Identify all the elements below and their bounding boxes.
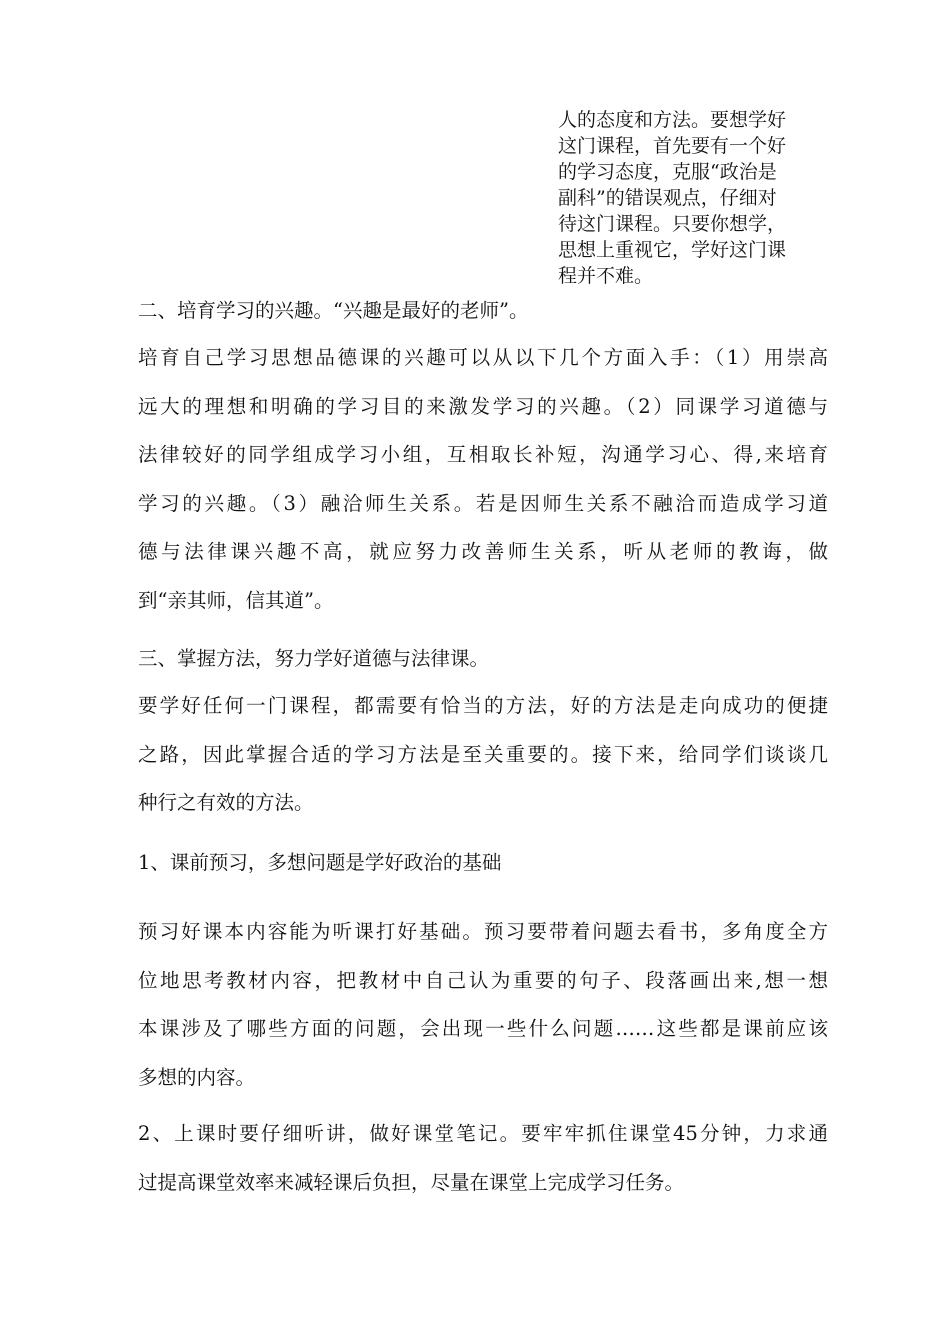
paragraph-line: 位地思考教材内容，把教材中自己认为重要的句子、段落画出来,想一想 bbox=[138, 968, 828, 992]
sidebar-line: 思想上重视它，学好这门课 bbox=[558, 239, 787, 261]
paragraph-line: 德与法律课兴趣不高，就应努力改善师生关系，听从老师的教诲，做 bbox=[138, 540, 828, 563]
paragraph-line: 要学好任何一门课程，都需要有恰当的方法，好的方法是走向成功的便捷 bbox=[138, 694, 828, 717]
item-heading-preview: 1、课前预习，多想问题是学好政治的基础 bbox=[138, 851, 502, 874]
paragraph-line: 预习好课本内容能为听课打好基础。预习要带着问题去看书，多角度全方 bbox=[138, 920, 828, 943]
paragraph-class-notes bbox=[138, 1110, 828, 1207]
sidebar-line: 这门课程，首先要有一个好 bbox=[558, 135, 787, 157]
paragraph-line: 多想的内容。 bbox=[138, 1065, 256, 1089]
sidebar-line: 副科”的错误观点，仔细对 bbox=[558, 187, 777, 209]
paragraph-line: 学习的兴趣。（3）融洽师生关系。若是因师生关系不融洽而造成学习道 bbox=[138, 491, 828, 515]
section-heading-interest: 二、培育学习的兴趣。“兴趣是最好的老师”。 bbox=[138, 299, 529, 322]
sidebar-line: 程并不难。 bbox=[558, 265, 654, 287]
paragraph-line: 过提高课堂效率来减轻课后负担，尽量在课堂上完成学习任务。 bbox=[138, 1170, 685, 1194]
paragraph-line: 2、上课时要仔细听讲，做好课堂笔记。要牢牢抓住课堂45分钟，力求通 bbox=[138, 1122, 828, 1145]
sidebar-line: 人的态度和方法。要想学好 bbox=[558, 109, 787, 131]
paragraph-line: 远大的理想和明确的学习目的来激发学习的兴趣。（2）同课学习道德与 bbox=[138, 394, 828, 418]
paragraph-line: 到“亲其师，信其道”。 bbox=[138, 588, 334, 612]
paragraph-interest bbox=[138, 334, 828, 625]
paragraph-preview bbox=[138, 908, 828, 1102]
section-heading-method: 三、掌握方法，努力学好道德与法律课。 bbox=[138, 647, 490, 670]
paragraph-line: 本课涉及了哪些方面的问题，会出现一些什么问题……这些都是课前应该 bbox=[138, 1017, 828, 1040]
sidebar-text-box bbox=[558, 107, 830, 289]
sidebar-line: 的学习态度，克服“政治是 bbox=[558, 161, 777, 183]
sidebar-line: 待这门课程。只要你想学， bbox=[558, 213, 787, 235]
paragraph-line: 法律较好的同学组成学习小组，互相取长补短，沟通学习心、得,来培育 bbox=[138, 443, 828, 466]
paragraph-method bbox=[138, 682, 828, 828]
paragraph-line: 之路，因此掌握合适的学习方法是至关重要的。接下来，给同学们谈谈几 bbox=[138, 742, 828, 766]
paragraph-line: 培育自己学习思想品德课的兴趣可以从以下几个方面入手：（1）用崇高 bbox=[138, 346, 828, 369]
paragraph-line: 种行之有效的方法。 bbox=[138, 791, 314, 814]
